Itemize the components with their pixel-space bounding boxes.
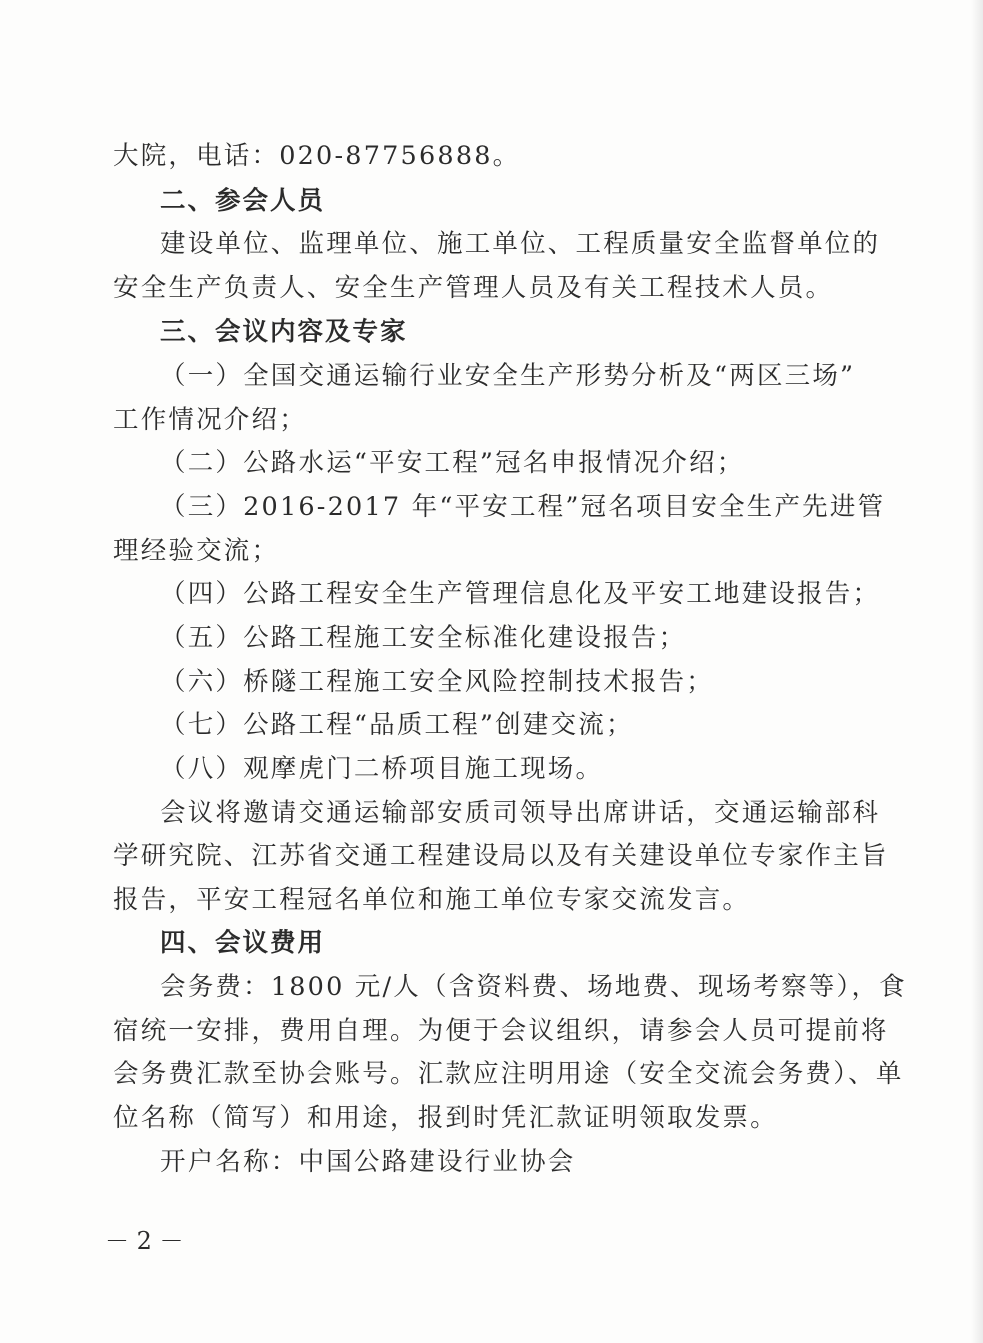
list-item-1-line-1: （一）全国交通运输行业安全生产形势分析及“两区三场” (160, 361, 856, 391)
text-line-phone: 大院，电话：020-87756888。 (113, 141, 521, 171)
text-line-fees-4: 位名称（简写）和用途，报到时凭汇款证明领取发票。 (113, 1103, 778, 1133)
text-line-fees-3: 会务费汇款至协会账号。汇款应注明用途（安全交流会务费）、单 (113, 1059, 904, 1089)
list-item-4: （四）公路工程安全生产管理信息化及平安工地建设报告； (160, 579, 881, 609)
list-item-1-line-2: 工作情况介绍； (113, 405, 307, 435)
list-item-5: （五）公路工程施工安全标准化建设报告； (160, 623, 687, 653)
section-heading-fees: 四、会议费用 (160, 928, 326, 958)
text-line-experts-1: 会议将邀请交通运输部安质司领导出席讲话，交通运输部科 (160, 798, 881, 828)
section-heading-content: 三、会议内容及专家 (160, 317, 408, 347)
list-item-7: （七）公路工程“品质工程”创建交流； (160, 710, 634, 740)
text-line-participants-1: 建设单位、监理单位、施工单位、工程质量安全监督单位的 (160, 229, 881, 259)
text-line-participants-2: 安全生产负责人、安全生产管理人员及有关工程技术人员。 (113, 273, 834, 303)
page-number: － 2 － (105, 1227, 184, 1255)
list-item-6: （六）桥隧工程施工安全风险控制技术报告； (160, 667, 715, 697)
text-line-fees-2: 宿统一安排，费用自理。为便于会议组织，请参会人员可提前将 (113, 1016, 889, 1046)
text-line-experts-2: 学研究院、江苏省交通工程建设局以及有关建设单位专家作主旨 (113, 841, 889, 871)
text-line-experts-3: 报告，平安工程冠名单位和施工单位专家交流发言。 (113, 885, 751, 915)
list-item-3-line-1: （三）2016-2017 年“平安工程”冠名项目安全生产先进管 (160, 492, 886, 522)
list-item-8: （八）观摩虎门二桥项目施工现场。 (160, 754, 604, 784)
page-edge-shadow (971, 0, 983, 1343)
list-item-3-line-2: 理经验交流； (113, 536, 280, 566)
text-line-account-name: 开户名称：中国公路建设行业协会 (160, 1147, 576, 1177)
section-heading-participants: 二、参会人员 (160, 186, 326, 216)
list-item-2: （二）公路水运“平安工程”冠名申报情况介绍； (160, 448, 745, 478)
text-line-fees-1: 会务费：1800 元/人（含资料费、场地费、现场考察等），食 (160, 972, 907, 1002)
